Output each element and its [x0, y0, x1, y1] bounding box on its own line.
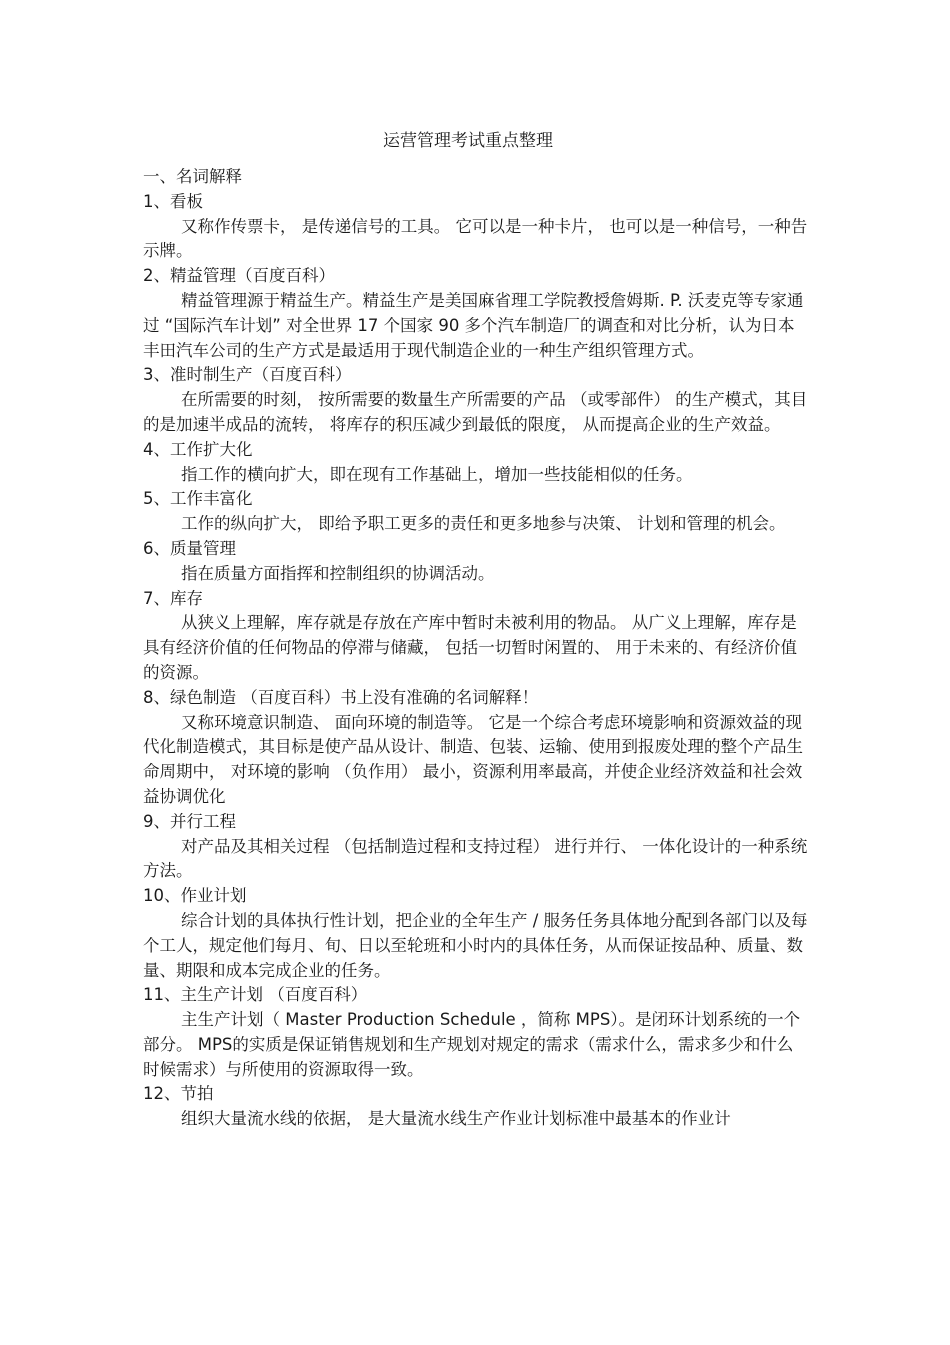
page-title: 运营管理考试重点整理: [383, 131, 553, 151]
document-body: [143, 165, 808, 1132]
term-heading: 12、节拍: [143, 1084, 214, 1104]
section-heading: 一、名词解释: [143, 167, 242, 186]
term-definition: 又称作传票卡， 是传递信号的工具。 它可以是一种卡片， 也可以是一种信号，一种告示牌。: [143, 216, 808, 261]
term-heading: 3、准时制生产（百度百科）: [143, 365, 352, 385]
term-heading: 7、库存: [143, 588, 203, 608]
term-heading: 4、工作扩大化: [143, 439, 253, 459]
term-definition: 指工作的横向扩大，即在现有工作基础上，增加一些技能相似的任务。: [181, 464, 693, 484]
term-heading: 10、作业计划: [143, 886, 247, 906]
term-definition: 综合计划的具体执行性计划，把企业的全年生产 / 服务任务具体地分配到各部门以及每个工人，规定他们每月、旬、日以至轮班和小时内的具体任务，从而保证按品种、质量、数量、期限和成本完成企业的任务。: [143, 910, 808, 980]
term-definition: 组织大量流水线的依据， 是大量流水线生产作业计划标准中最基本的作业计: [181, 1109, 731, 1129]
term-definition: 精益管理源于精益生产。精益生产是美国麻省理工学院教授詹姆斯. P. 沃麦克等专家通过 “国际汽车计划” 对全世界 17 个国家 90 多个汽车制造厂的调查和对比分析，认为日本丰田汽车公司的生产方式是最适用于现代制造企业的一种生产组织管理方式。: [143, 290, 804, 360]
term-heading: 8、绿色制造 （百度百科）书上没有准确的名词解释！: [143, 687, 539, 707]
term-definition: 对产品及其相关过程 （包括制造过程和支持过程） 进行并行、 一体化设计的一种系统方法。: [143, 836, 808, 881]
term-definition: 又称环境意识制造、 面向环境的制造等。 它是一个综合考虑环境影响和资源效益的现代化制造模式，其目标是使产品从设计、制造、包装、运输、使用到报废处理的整个产品生命周期中， 对环境的影响 （负作用） 最小，资源利用率最高，并使企业经济效益和社会效益协调优化: [143, 712, 803, 806]
term-heading: 6、质量管理: [143, 538, 236, 558]
term-definition: 从狭义上理解，库存就是存放在产库中暂时未被利用的物品。 从广义上理解，库存是具有经济价值的任何物品的停滞与储藏， 包括一切暂时闲置的、 用于未来的、有经济价值的资源。: [143, 613, 797, 682]
term-definition: 工作的纵向扩大， 即给予职工更多的责任和更多地参与决策、 计划和管理的机会。: [181, 514, 786, 534]
term-heading: 5、工作丰富化: [143, 489, 253, 509]
term-definition: 在所需要的时刻， 按所需要的数量生产所需要的产品 （或零部件） 的生产模式，其目的是加速半成品的流转， 将库存的积压减少到最低的限度， 从而提高企业的生产效益。: [143, 390, 808, 434]
term-heading: 1、看板: [143, 191, 203, 211]
term-heading: 9、并行工程: [143, 811, 236, 831]
term-definition: 指在质量方面指挥和控制组织的协调活动。: [181, 563, 495, 583]
term-definition: 主生产计划（ Master Production Schedule ，简称 MPS）。是闭环计划系统的一个部分。 MPS的实质是保证销售规划和生产规划对规定的需求（需求什么，需求多少和什么时候需求）与所使用的资源取得一致。: [143, 1010, 801, 1079]
term-heading: 2、精益管理（百度百科）: [143, 266, 335, 286]
term-heading: 11、主生产计划 （百度百科）: [143, 985, 368, 1005]
